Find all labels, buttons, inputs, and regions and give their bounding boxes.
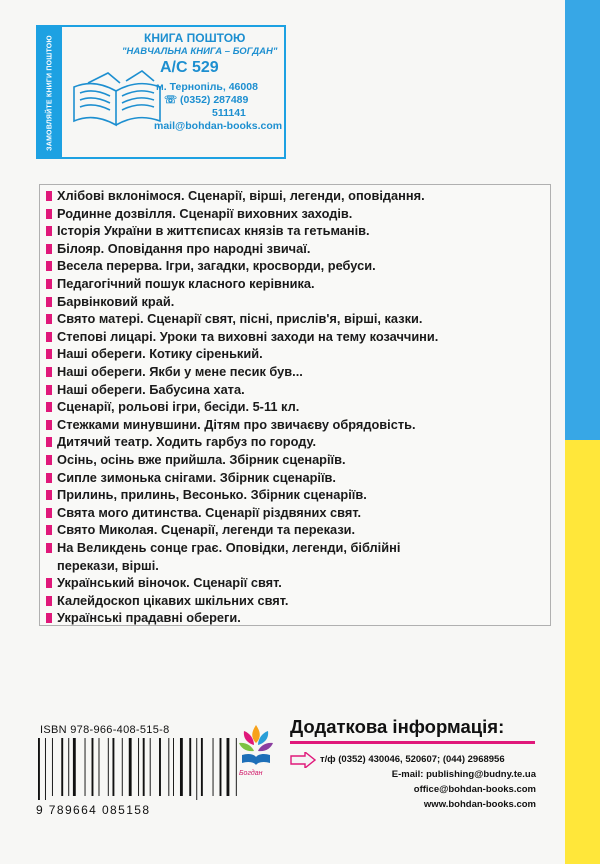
list-item-continuation: перекази, вірші. xyxy=(57,557,159,573)
book-title-list xyxy=(39,184,551,626)
bullet-icon xyxy=(46,525,52,535)
barcode-bar xyxy=(99,738,100,796)
bullet-icon xyxy=(46,437,52,447)
bullet-icon xyxy=(46,191,52,201)
stamp-city: м. Тернопіль, 46008 xyxy=(156,81,258,93)
list-item: Білояр. Оповідання про народні звичаї. xyxy=(46,240,310,258)
list-item: Весела перерва. Ігри, загадки, кросворди, ребуси. xyxy=(46,257,376,275)
mail-order-stamp xyxy=(36,25,286,159)
list-item: Наші обереги. Бабусина хата. xyxy=(46,381,245,399)
barcode-bar xyxy=(112,738,114,796)
list-item: Свято матері. Сценарії свят, пісні, прислів'я, вірші, казки. xyxy=(46,310,422,328)
barcode-bar xyxy=(68,738,69,796)
list-item: Свята мого дитинства. Сценарії різдвяних свят. xyxy=(46,504,361,522)
bullet-icon xyxy=(46,490,52,500)
list-item: Барвінковий край. xyxy=(46,293,174,311)
isbn-label: ISBN 978-966-408-515-8 xyxy=(40,724,170,736)
contact-phone: т/ф (0352) 430046, 520607; (044) 2968956 xyxy=(320,754,505,765)
bullet-icon xyxy=(46,244,52,254)
bullet-icon xyxy=(46,226,52,236)
barcode-bar xyxy=(180,738,183,796)
stamp-side-band xyxy=(38,27,62,157)
contact-office-email: office@bohdan-books.com xyxy=(413,784,536,795)
bullet-icon xyxy=(46,261,52,271)
stamp-publisher: "НАВЧАЛЬНА КНИГА – БОГДАН" xyxy=(122,46,278,57)
list-item: Свято Миколая. Сценарії, легенди та перекази. xyxy=(46,521,355,539)
barcode-bar xyxy=(150,738,151,796)
list-item: Український віночок. Сценарії свят. xyxy=(46,574,282,592)
bullet-icon xyxy=(46,349,52,359)
arrow-right-icon xyxy=(290,752,316,768)
barcode-bar xyxy=(159,738,161,796)
list-item: Історія України в життєписах князів та гетьманів. xyxy=(46,222,370,240)
barcode-bar xyxy=(138,738,139,796)
additional-info-title: Додаткова інформація: xyxy=(290,716,505,737)
barcode-bar xyxy=(108,738,109,796)
blue-stripe xyxy=(565,0,600,440)
list-item: Сценарії, рольові ігри, бесіди. 5-11 кл. xyxy=(46,398,299,416)
list-item: Наші обереги. Котику сіренький. xyxy=(46,345,263,363)
bullet-icon xyxy=(46,455,52,465)
list-item: Калейдоскоп цікавих шкільних свят. xyxy=(46,592,288,610)
bullet-icon xyxy=(46,543,52,553)
barcode-bar xyxy=(38,738,40,800)
list-item: Стежками минувшини. Дітям про звичаєву обрядовість. xyxy=(46,416,416,434)
barcode-bar xyxy=(73,738,76,796)
list-item: Педагогічний пошук класного керівника. xyxy=(46,275,315,293)
stamp-email: mail@bohdan-books.com xyxy=(154,120,283,132)
bullet-icon xyxy=(46,332,52,342)
stamp-po-box: А/С 529 xyxy=(160,59,219,76)
bullet-icon xyxy=(46,613,52,623)
list-item: Прилинь, прилинь, Весонько. Збірник сценаріїв. xyxy=(46,486,367,504)
barcode-bar xyxy=(61,738,63,796)
open-book-icon xyxy=(68,69,168,131)
yellow-stripe xyxy=(565,440,600,864)
bullet-icon xyxy=(46,508,52,518)
barcode-number: 9 789664 085158 xyxy=(36,803,151,817)
publisher-logo xyxy=(236,723,276,769)
stamp-title: КНИГА ПОШТОЮ xyxy=(144,31,246,45)
barcode-bar xyxy=(220,738,222,796)
bullet-icon xyxy=(46,297,52,307)
bullet-icon xyxy=(46,209,52,219)
barcode-bar xyxy=(196,738,197,800)
barcode-bar xyxy=(143,738,145,796)
barcode-bar xyxy=(201,738,203,796)
list-item: Українські прадавні обереги. xyxy=(46,609,241,627)
barcode-bar xyxy=(129,738,132,796)
bullet-icon xyxy=(46,578,52,588)
barcode-bar xyxy=(45,738,46,800)
barcode-bar xyxy=(189,738,191,796)
barcode-bar xyxy=(52,738,53,796)
bullet-icon xyxy=(46,402,52,412)
list-item: Сипле зимонька снігами. Збірник сценаріїв. xyxy=(46,469,336,487)
barcode-bar xyxy=(92,738,94,796)
list-item: Дитячий театр. Ходить гарбуз по городу. xyxy=(46,433,316,451)
contact-email: E-mail: publishing@budny.te.ua xyxy=(391,769,536,780)
contact-website: www.bohdan-books.com xyxy=(423,799,536,810)
barcode-bar xyxy=(173,738,174,796)
list-item: Родинне дозвілля. Сценарії виховних заходів. xyxy=(46,205,352,223)
bullet-icon xyxy=(46,279,52,289)
barcode xyxy=(36,738,242,800)
bullet-icon xyxy=(46,385,52,395)
bullet-icon xyxy=(46,473,52,483)
list-item: Осінь, осінь вже прийшла. Збірник сценаріїв. xyxy=(46,451,346,469)
bullet-icon xyxy=(46,596,52,606)
stamp-phone-2: 511141 xyxy=(212,107,246,119)
barcode-bar xyxy=(168,738,169,796)
barcode-bar xyxy=(213,738,214,796)
list-item: Хлібові вклонімося. Сценарії, вірші, легенди, оповідання. xyxy=(46,187,425,205)
barcode-bar xyxy=(227,738,230,796)
accent-divider xyxy=(290,741,535,744)
stamp-phone: ☏ (0352) 287489 xyxy=(164,94,249,106)
bullet-icon xyxy=(46,420,52,430)
bullet-icon xyxy=(46,367,52,377)
barcode-bar xyxy=(85,738,86,796)
barcode-bar xyxy=(122,738,123,796)
list-item: На Великдень сонце грає. Оповідки, легенди, біблійні перекази, вірші. xyxy=(46,539,400,574)
list-item: Степові лицарі. Уроки та виховні заходи на тему козаччини. xyxy=(46,328,438,346)
bullet-icon xyxy=(46,314,52,324)
logo-word: Богдан xyxy=(239,770,263,777)
stamp-side-label: ЗАМОВЛЯЙТЕ КНИГИ ПОШТОЮ xyxy=(46,35,54,151)
list-item: Наші обереги. Якби у мене песик був... xyxy=(46,363,303,381)
